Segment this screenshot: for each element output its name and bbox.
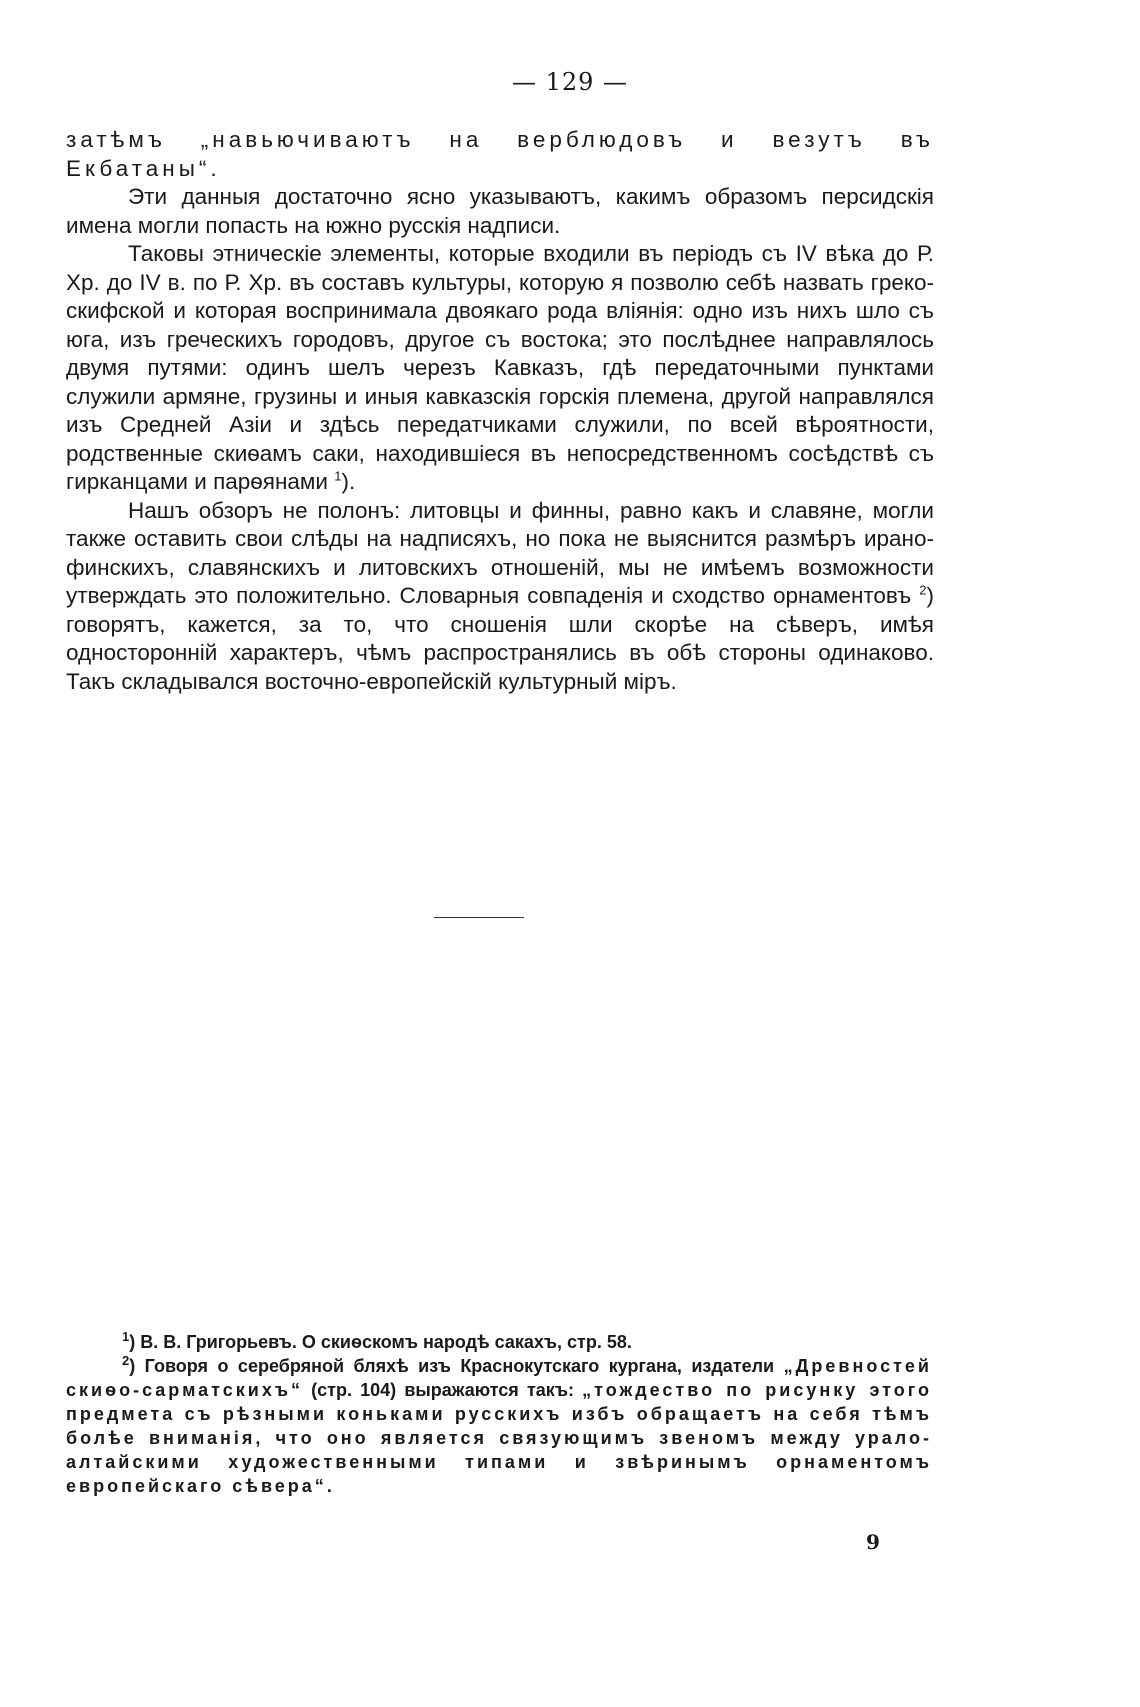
paragraph-4-text-a: Нашъ обзоръ не полонъ: литовцы и финны, равно какъ и славяне, могли также оставить свои слѣды на надписяхъ, но пока не выяснится размѣръ ирано-финскихъ, славянскихъ и литовскихъ отношеній, мы не имѣемъ возможности утверждать это положительно. Словарныя совпаденія и сходство орнаментовъ [66,497,934,608]
paragraph-3-end: ). [341,469,356,494]
paragraph-4-text-b: ) говорятъ, кажется, за то, что сношенія шли скорѣе на сѣверъ, имѣя односторонній характеръ, чѣмъ распространялись въ обѣ стороны одинаково. Такъ складывался восточно-европейскій культурный міръ. [66,583,934,694]
footnote-2 [66,1354,932,1498]
footnote-ref-2[interactable]: 2 [919,582,927,598]
paragraph-1: затѣмъ „навьючиваютъ на верблюдовъ и везутъ въ Екбатаны“. [66,127,934,181]
footnote-1 [66,1330,932,1354]
footnote-2-mark: 2 [122,1353,130,1368]
footnote-1-text: ) В. В. Григорьевъ. О скиѳскомъ народѣ сакахъ, стр. 58. [129,1332,632,1352]
section-divider [434,917,524,918]
footnote-1-mark: 1 [122,1329,130,1344]
footnote-ref-1[interactable]: 1 [334,468,342,484]
paragraph-4 [66,497,934,697]
paragraph-3-text: Таковы этническіе элементы, которые входили въ періодъ съ IV вѣка до Р. Хр. до IV в. по Р. Хр. въ составъ культуры, которую я позволю себѣ назвать греко-скифской и которая воспринимала двоякаго рода вліянія: одно изъ нихъ шло съ юга, изъ греческихъ городовъ, другое съ востока; это послѣднее направлялось двумя путями: одинъ шелъ черезъ Кавказъ, гдѣ передаточными пунктами служили армяне, грузины и иныя кавказскія горскія племена, другой направлялся изъ Средней Азіи и здѣсь передатчиками служили, по всей вѣроятности, родственные скиѳамъ саки, находившіеся въ непосредственномъ сосѣдствѣ съ гирканцами и парѳянами [66,241,934,494]
footnote-2-end: . [326,1476,332,1496]
paragraph-2: Эти данныя достаточно ясно указываютъ, какимъ образомъ персидскія имена могли попасть на южно русскія надписи. [66,184,934,238]
footnote-2-title: „Древностей скиѳо-сарматскихъ“ [66,1356,932,1400]
main-text [66,126,934,696]
footnotes [66,1330,932,1498]
page-number: — 129 — [511,68,629,96]
footnote-2-text-a: ) Говоря о серебряной бляхѣ изъ Краснокутскаго кургана, издатели [129,1356,784,1376]
footnote-2-text-b: (стр. 104) выражаются такъ: [302,1380,583,1400]
footnote-2-quote: „тождество по рисунку этого предмета съ рѣзными коньками русскихъ избъ обращаетъ на себя тѣмъ болѣе вниманія, что оно является связующимъ звеномъ между урало-алтайскими художественными типами и звѣринымъ орнаментомъ европейскаго сѣвера“ [66,1380,932,1496]
paragraph-3 [66,240,934,497]
signature-mark: 9 [866,1530,880,1554]
